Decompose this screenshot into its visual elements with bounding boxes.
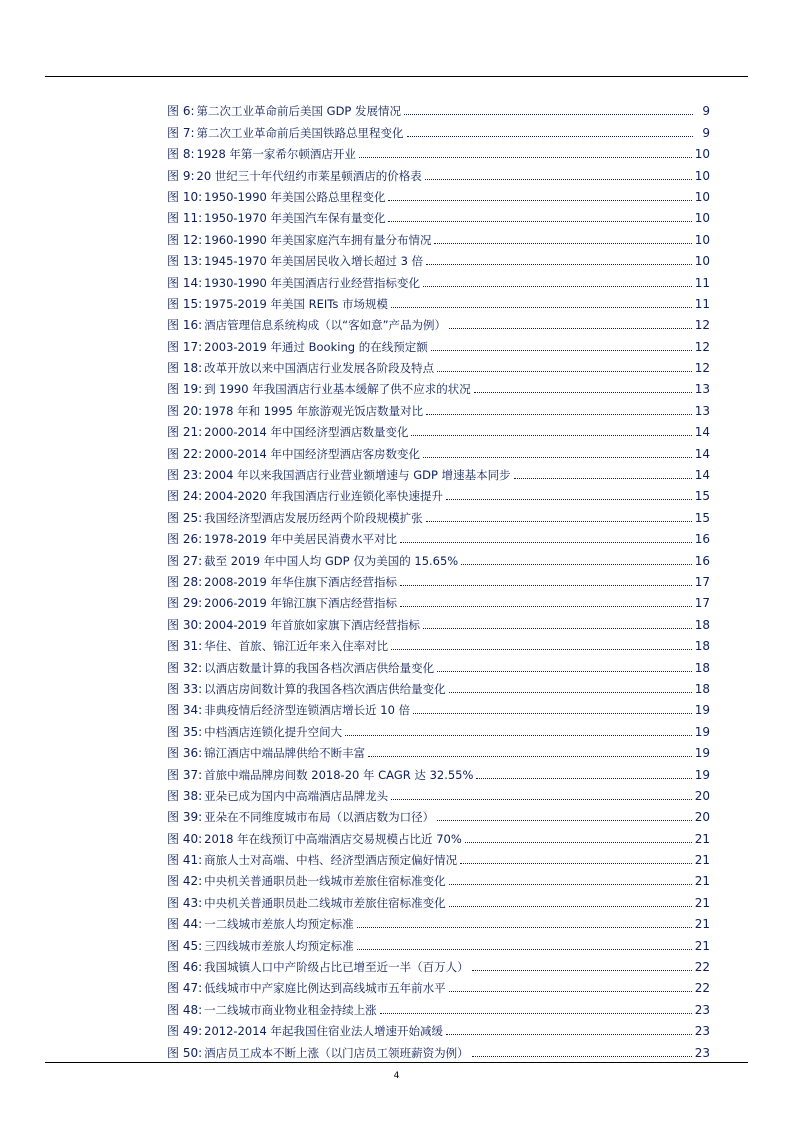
toc-entry[interactable] [167, 803, 710, 824]
toc-entry-label: 图 33: [167, 681, 203, 696]
toc-entry-label: 图 27: [167, 553, 203, 568]
toc-entry-label: 图 26: [167, 532, 203, 547]
toc-dot-leader [472, 970, 692, 971]
toc-entry-page[interactable]: 20 [694, 788, 710, 803]
toc-dot-leader [391, 649, 692, 650]
toc-dot-leader [388, 221, 691, 222]
toc-entry[interactable] [167, 589, 710, 610]
toc-entry[interactable] [167, 375, 710, 396]
toc-dot-leader [380, 1013, 692, 1014]
toc-entry-page[interactable]: 17 [694, 574, 710, 589]
toc-entry-title[interactable]: 2004-2019 年首旅如家旗下酒店经营指标 [204, 617, 420, 632]
toc-entry-page[interactable]: 15 [694, 510, 710, 525]
toc-dot-leader [423, 286, 692, 287]
toc-entry-label: 图 7: [167, 125, 195, 140]
toc-entry-label: 图 28: [167, 574, 203, 589]
toc-entry-title[interactable]: 酒店员工成本不断上涨（以门店员工领班薪资为例） [204, 1045, 469, 1060]
toc-entry[interactable] [167, 418, 710, 439]
toc-entry-label: 图 20: [167, 403, 203, 418]
toc-dot-leader [431, 350, 692, 351]
toc-entry[interactable] [167, 974, 710, 995]
toc-entry-page[interactable]: 10 [694, 232, 710, 247]
toc-entry-title[interactable]: 首旅中端品牌房间数 2018-20 年 CAGR 达 32.55% [204, 767, 474, 782]
toc-entry-page[interactable]: 23 [694, 1002, 710, 1017]
toc-entry[interactable] [167, 97, 710, 118]
toc-entry-label: 图 40: [167, 831, 203, 846]
toc-entry[interactable] [167, 910, 710, 931]
toc-entry-label: 图 8: [167, 147, 195, 162]
toc-entry[interactable] [167, 995, 710, 1016]
toc-entry-page[interactable]: 10 [694, 168, 710, 183]
toc-entry-page[interactable]: 17 [694, 596, 710, 611]
toc-entry-title[interactable]: 华住、首旅、锦江近年来入住率对比 [204, 639, 389, 654]
toc-entry-page[interactable]: 18 [694, 681, 710, 696]
toc-entry-page[interactable]: 11 [694, 275, 710, 290]
toc-entry-title[interactable]: 1950-1970 年美国汽车保有量变化 [204, 211, 386, 226]
toc-entry-title[interactable]: 2004 年以来我国酒店行业营业额增速与 GDP 增速基本同步 [204, 468, 511, 483]
toc-entry-title[interactable]: 三四线城市差旅人均预定标准 [204, 938, 354, 953]
toc-entry-page[interactable]: 16 [694, 553, 710, 568]
toc-entry-title[interactable]: 中央机关普通职员赴一线城市差旅住宿标准变化 [204, 874, 446, 889]
toc-entry[interactable] [167, 824, 710, 845]
toc-dot-leader [345, 735, 692, 736]
toc-entry-page[interactable]: 21 [694, 831, 710, 846]
toc-entry[interactable] [167, 632, 710, 653]
toc-entry[interactable] [167, 696, 710, 717]
toc-entry-title[interactable]: 2018 年在线预订中高端酒店交易规模占比近 70% [204, 831, 462, 846]
toc-dot-leader [437, 671, 692, 672]
toc-entry-page[interactable]: 14 [694, 468, 710, 483]
toc-entry-label: 图 17: [167, 339, 203, 354]
toc-entry-label: 图 11: [167, 211, 203, 226]
toc-entry[interactable] [167, 247, 710, 268]
toc-entry-label: 图 44: [167, 917, 203, 932]
footer-rule [45, 1062, 748, 1063]
toc-entry-label: 图 35: [167, 724, 203, 739]
toc-dot-leader [400, 585, 692, 586]
toc-entry-title[interactable]: 低线城市中产家庭比例达到高线城市五年前水平 [204, 981, 446, 996]
toc-entry[interactable] [167, 140, 710, 161]
toc-entry[interactable] [167, 396, 710, 417]
toc-entry[interactable] [167, 739, 710, 760]
toc-entry-page[interactable]: 21 [694, 874, 710, 889]
toc-entry[interactable] [167, 183, 710, 204]
toc-entry-title[interactable]: 1950-1990 年美国公路总里程变化 [204, 189, 386, 204]
toc-entry-title[interactable]: 2006-2019 年锦江旗下酒店经营指标 [204, 596, 397, 611]
toc-entry-title[interactable]: 1975-2019 年美国 REITs 市场规模 [204, 296, 389, 311]
toc-entry-title[interactable]: 1978-2019 年中美居民消费水平对比 [204, 532, 397, 547]
toc-entry-title[interactable]: 第二次工业革命前后美国 GDP 发展情况 [196, 104, 402, 119]
toc-entry[interactable] [167, 717, 710, 738]
toc-entry-label: 图 41: [167, 853, 203, 868]
toc-dot-leader [411, 435, 691, 436]
toc-entry-page[interactable]: 10 [694, 189, 710, 204]
toc-entry[interactable] [167, 568, 710, 589]
toc-entry-title[interactable]: 我国经济型酒店发展历经两个阶段规模扩张 [204, 510, 423, 525]
toc-entry-title[interactable]: 酒店管理信息系统构成（以“客如意”产品为例） [204, 318, 447, 333]
toc-entry[interactable] [167, 439, 710, 460]
toc-dot-leader [446, 1034, 692, 1035]
toc-dot-leader [357, 927, 692, 928]
toc-entry-page[interactable]: 21 [694, 895, 710, 910]
toc-entry-label: 图 6: [167, 104, 195, 119]
toc-entry-label: 图 45: [167, 938, 203, 953]
toc-entry-label: 图 38: [167, 788, 203, 803]
toc-entry-label: 图 22: [167, 446, 203, 461]
toc-entry-page[interactable]: 18 [694, 639, 710, 654]
toc-entry-title[interactable]: 1978 年和 1995 年旅游观光饭店数量对比 [204, 403, 424, 418]
toc-entry-label: 图 36: [167, 746, 203, 761]
toc-entry[interactable] [167, 225, 710, 246]
toc-dot-leader [474, 392, 692, 393]
toc-dot-leader [423, 457, 692, 458]
toc-entry-title[interactable]: 改革开放以来中国酒店行业发展各阶段及特点 [204, 361, 435, 376]
toc-dot-leader [465, 842, 692, 843]
toc-entry-title[interactable]: 1928 年第一家希尔顿酒店开业 [196, 147, 356, 162]
toc-entry-page[interactable]: 10 [694, 211, 710, 226]
toc-entry-page[interactable]: 19 [694, 703, 710, 718]
toc-dot-leader [400, 542, 692, 543]
toc-entry-page[interactable]: 23 [694, 1045, 710, 1060]
toc-entry-label: 图 24: [167, 489, 203, 504]
toc-dot-leader [391, 799, 692, 800]
toc-entry-title[interactable]: 到 1990 年我国酒店行业基本缓解了供不应求的状况 [204, 382, 471, 397]
toc-dot-leader [407, 136, 694, 137]
toc-entry-page[interactable]: 21 [694, 853, 710, 868]
toc-entry-label: 图 23: [167, 468, 203, 483]
toc-dot-leader [400, 606, 692, 607]
toc-entry[interactable] [167, 118, 710, 139]
toc-entry-label: 图 14: [167, 275, 203, 290]
toc-dot-leader [449, 991, 692, 992]
toc-dot-leader [449, 328, 692, 329]
toc-entry-title[interactable]: 2003-2019 年通过 Booking 的在线预定额 [204, 339, 428, 354]
toc-entry-label: 图 49: [167, 1024, 203, 1039]
toc-entry-title[interactable]: 2000-2014 年中国经济型酒店客房数变化 [204, 446, 420, 461]
toc-entry-label: 图 34: [167, 703, 203, 718]
toc-dot-leader [388, 200, 691, 201]
toc-dot-leader [413, 713, 692, 714]
toc-entry-page[interactable]: 11 [694, 296, 710, 311]
toc-entry[interactable] [167, 290, 710, 311]
toc-entry-title[interactable]: 1945-1970 年美国居民收入增长超过 3 倍 [204, 254, 424, 269]
toc-entry[interactable] [167, 204, 710, 225]
toc-dot-leader [461, 564, 691, 565]
toc-dot-leader [437, 371, 692, 372]
toc-entry-title[interactable]: 以酒店房间数计算的我国各档次酒店供给量变化 [204, 681, 446, 696]
toc-entry-label: 图 30: [167, 617, 203, 632]
toc-entry-label: 图 43: [167, 895, 203, 910]
toc-entry-label: 图 29: [167, 596, 203, 611]
toc-dot-leader [423, 628, 692, 629]
toc-entry-label: 图 39: [167, 810, 203, 825]
toc-entry[interactable] [167, 332, 710, 353]
toc-dot-leader [391, 307, 692, 308]
toc-dot-leader [472, 1056, 692, 1057]
toc-entry-label: 图 16: [167, 318, 203, 333]
toc-dot-leader [449, 884, 692, 885]
toc-entry-label: 图 32: [167, 660, 203, 675]
toc-entry-label: 图 12: [167, 232, 203, 247]
toc-entry-title[interactable]: 以酒店数量计算的我国各档次酒店供给量变化 [204, 660, 435, 675]
toc-dot-leader [368, 756, 692, 757]
toc-dot-leader [460, 863, 692, 864]
toc-entry-page[interactable]: 18 [694, 660, 710, 675]
toc-entry-page[interactable]: 19 [694, 746, 710, 761]
toc-dot-leader [449, 692, 692, 693]
toc-entry[interactable] [167, 525, 710, 546]
toc-entry-page[interactable]: 22 [694, 960, 710, 975]
toc-entry[interactable] [167, 782, 710, 803]
toc-dot-leader [357, 949, 692, 950]
toc-dot-leader [434, 243, 691, 244]
toc-entry-page[interactable]: 23 [694, 1024, 710, 1039]
toc-dot-leader [359, 157, 692, 158]
toc-entry[interactable] [167, 953, 710, 974]
toc-entry[interactable] [167, 653, 710, 674]
toc-entry-label: 图 19: [167, 382, 203, 397]
toc-entry-page[interactable]: 14 [694, 446, 710, 461]
toc-entry[interactable] [167, 311, 710, 332]
toc-dot-leader [476, 778, 691, 779]
toc-entry[interactable] [167, 610, 710, 631]
toc-entry-page[interactable]: 18 [694, 617, 710, 632]
toc-entry-title[interactable]: 截至 2019 年中国人均 GDP 仅为美国的 15.65% [204, 553, 459, 568]
toc-entry[interactable] [167, 354, 710, 375]
toc-entry[interactable] [167, 161, 710, 182]
toc-entry-label: 图 15: [167, 296, 203, 311]
toc-entry-label: 图 31: [167, 639, 203, 654]
toc-entry-label: 图 9: [167, 168, 195, 183]
toc-entry-label: 图 48: [167, 1002, 203, 1017]
toc-entry-page[interactable]: 21 [694, 917, 710, 932]
toc-entry[interactable] [167, 503, 710, 524]
toc-entry-page[interactable]: 12 [694, 339, 710, 354]
toc-dot-leader [425, 179, 692, 180]
toc-dot-leader [446, 499, 692, 500]
toc-entry-page[interactable]: 22 [694, 981, 710, 996]
toc-entry-title[interactable]: 第二次工业革命前后美国铁路总里程变化 [196, 125, 404, 140]
toc-entry-title[interactable]: 非典疫情后经济型连锁酒店增长近 10 倍 [204, 703, 411, 718]
toc-entry-page[interactable]: 19 [694, 724, 710, 739]
toc-entry[interactable] [167, 931, 710, 952]
toc-entry-title[interactable]: 一二线城市差旅人均预定标准 [204, 917, 354, 932]
toc-dot-leader [426, 414, 692, 415]
toc-entry-label: 图 18: [167, 361, 203, 376]
toc-entry-title[interactable]: 商旅人士对高端、中档、经济型酒店预定偏好情况 [204, 853, 458, 868]
toc-entry[interactable] [167, 846, 710, 867]
figure-table-of-contents [167, 97, 710, 1060]
toc-entry-title[interactable]: 2004-2020 年我国酒店行业连锁化率快速提升 [204, 489, 443, 504]
toc-entry-page[interactable]: 12 [694, 361, 710, 376]
toc-entry-title[interactable]: 亚朵已成为国内中高端酒店品牌龙头 [204, 788, 389, 803]
toc-entry-label: 图 10: [167, 189, 203, 204]
toc-entry-title[interactable]: 2000-2014 年中国经济型酒店数量变化 [204, 425, 409, 440]
toc-entry-page[interactable]: 20 [694, 810, 710, 825]
toc-entry-page[interactable]: 10 [694, 147, 710, 162]
toc-dot-leader [426, 521, 692, 522]
toc-entry-page[interactable]: 21 [694, 938, 710, 953]
toc-entry-title[interactable]: 20 世纪三十年代纽约市莱星顿酒店的价格表 [196, 168, 422, 183]
toc-entry-title[interactable]: 一二线城市商业物业租金持续上涨 [204, 1002, 377, 1017]
toc-dot-leader [514, 478, 692, 479]
toc-entry[interactable] [167, 888, 710, 909]
toc-entry-page[interactable]: 14 [694, 425, 710, 440]
toc-entry[interactable] [167, 675, 710, 696]
toc-entry-page[interactable]: 19 [694, 767, 710, 782]
toc-entry-title[interactable]: 2008-2019 年华住旗下酒店经营指标 [204, 574, 397, 589]
toc-entry[interactable] [167, 760, 710, 781]
toc-dot-leader [437, 820, 692, 821]
toc-dot-leader [449, 906, 692, 907]
toc-entry-label: 图 50: [167, 1045, 203, 1060]
toc-entry-title[interactable]: 2012-2014 年起我国住宿业法人增速开始减缓 [204, 1024, 443, 1039]
toc-entry-page[interactable]: 15 [694, 489, 710, 504]
toc-dot-leader [404, 114, 693, 115]
toc-entry[interactable] [167, 268, 710, 289]
toc-entry-label: 图 47: [167, 981, 203, 996]
page-number: 4 [393, 1071, 400, 1081]
toc-entry[interactable] [167, 867, 710, 888]
toc-entry-page[interactable]: 9 [702, 104, 710, 119]
toc-entry[interactable] [167, 1017, 710, 1038]
toc-entry[interactable] [167, 546, 710, 567]
toc-entry-label: 图 37: [167, 767, 203, 782]
toc-entry-label: 图 21: [167, 425, 203, 440]
toc-entry[interactable] [167, 482, 710, 503]
toc-entry[interactable] [167, 461, 710, 482]
header-rule [45, 76, 748, 77]
toc-entry-page[interactable]: 9 [702, 125, 710, 140]
toc-entry-title[interactable]: 1960-1990 年美国家庭汽车拥有量分布情况 [204, 232, 432, 247]
toc-entry-page[interactable]: 13 [694, 382, 710, 397]
toc-entry-title[interactable]: 1930-1990 年美国酒店行业经营指标变化 [204, 275, 420, 290]
toc-entry-title[interactable]: 亚朵在不同维度城市布局（以酒店数为口径） [204, 810, 435, 825]
toc-entry-label: 图 42: [167, 874, 203, 889]
toc-entry-title[interactable]: 中档酒店连锁化提升空间大 [204, 724, 343, 739]
toc-entry-page[interactable]: 13 [694, 403, 710, 418]
toc-entry-page[interactable]: 16 [694, 532, 710, 547]
toc-entry-label: 图 46: [167, 960, 203, 975]
toc-entry-page[interactable]: 12 [694, 318, 710, 333]
toc-entry-label: 图 13: [167, 254, 203, 269]
toc-entry-title[interactable]: 中央机关普通职员赴二线城市差旅住宿标准变化 [204, 895, 446, 910]
toc-entry-label: 图 25: [167, 510, 203, 525]
toc-entry-title[interactable]: 我国城镇人口中产阶级占比已增至近一半（百万人） [204, 960, 469, 975]
toc-entry[interactable] [167, 1038, 710, 1059]
toc-entry-title[interactable]: 锦江酒店中端品牌供给不断丰富 [204, 746, 366, 761]
toc-dot-leader [426, 264, 692, 265]
toc-entry-page[interactable]: 10 [694, 254, 710, 269]
